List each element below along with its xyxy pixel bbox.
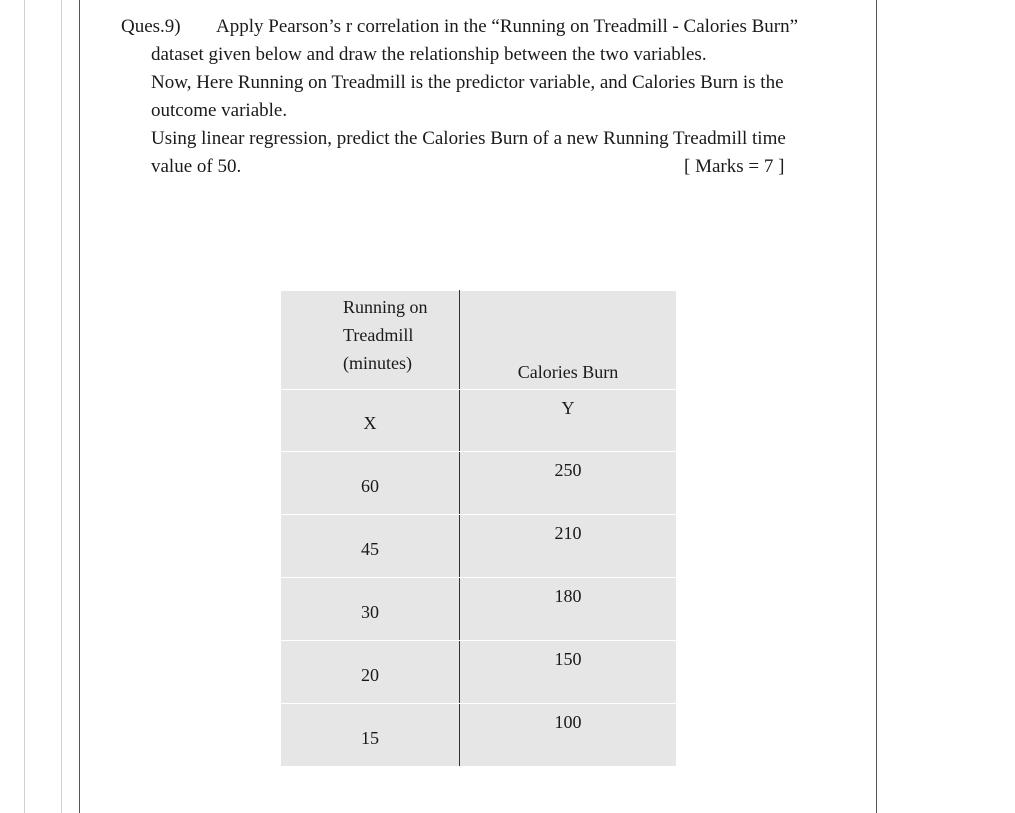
y-value: 210	[460, 515, 677, 578]
table-row	[281, 515, 677, 578]
table-row	[281, 578, 677, 641]
question-line-2: dataset given below and draw the relationship between the two variables.	[151, 44, 707, 65]
table-row	[281, 452, 677, 515]
marks-label: [ Marks = 7 ]	[684, 156, 785, 177]
page-margin-line	[61, 0, 62, 813]
question-line-1: Ques.9) Apply Pearson’s r correlation in the “Running on Treadmill - Calories Burn”	[121, 13, 841, 41]
question-line-6: value of 50.	[151, 156, 242, 177]
question-number: Ques.9)	[121, 16, 181, 37]
y-value: 180	[460, 578, 677, 641]
table-row	[281, 704, 677, 767]
x-value: 15	[281, 704, 460, 767]
page-margin-line	[24, 0, 25, 813]
dataset-table	[280, 290, 677, 767]
page-right-edge	[876, 0, 877, 813]
question-text	[121, 13, 841, 153]
x-value: 30	[281, 578, 460, 641]
table-variable-row	[281, 390, 677, 452]
x-value: 20	[281, 641, 460, 704]
y-value: 150	[460, 641, 677, 704]
question-line-3: Now, Here Running on Treadmill is the predictor variable, and Calories Burn is the	[151, 72, 784, 93]
variable-x-label: X	[281, 390, 460, 452]
table-row	[281, 641, 677, 704]
y-value: 100	[460, 704, 677, 767]
variable-y-label: Y	[460, 390, 677, 452]
header-running-on-treadmill: Running on Treadmill (minutes)	[281, 291, 460, 390]
question-line-4: outcome variable.	[151, 100, 288, 121]
question-line-5: Using linear regression, predict the Calories Burn of a new Running Treadmill time	[151, 128, 786, 149]
x-value: 60	[281, 452, 460, 515]
y-value: 250	[460, 452, 677, 515]
header-calories-burn: Calories Burn	[460, 291, 677, 390]
page-left-edge	[79, 0, 80, 813]
x-value: 45	[281, 515, 460, 578]
table-header-row	[281, 291, 677, 390]
